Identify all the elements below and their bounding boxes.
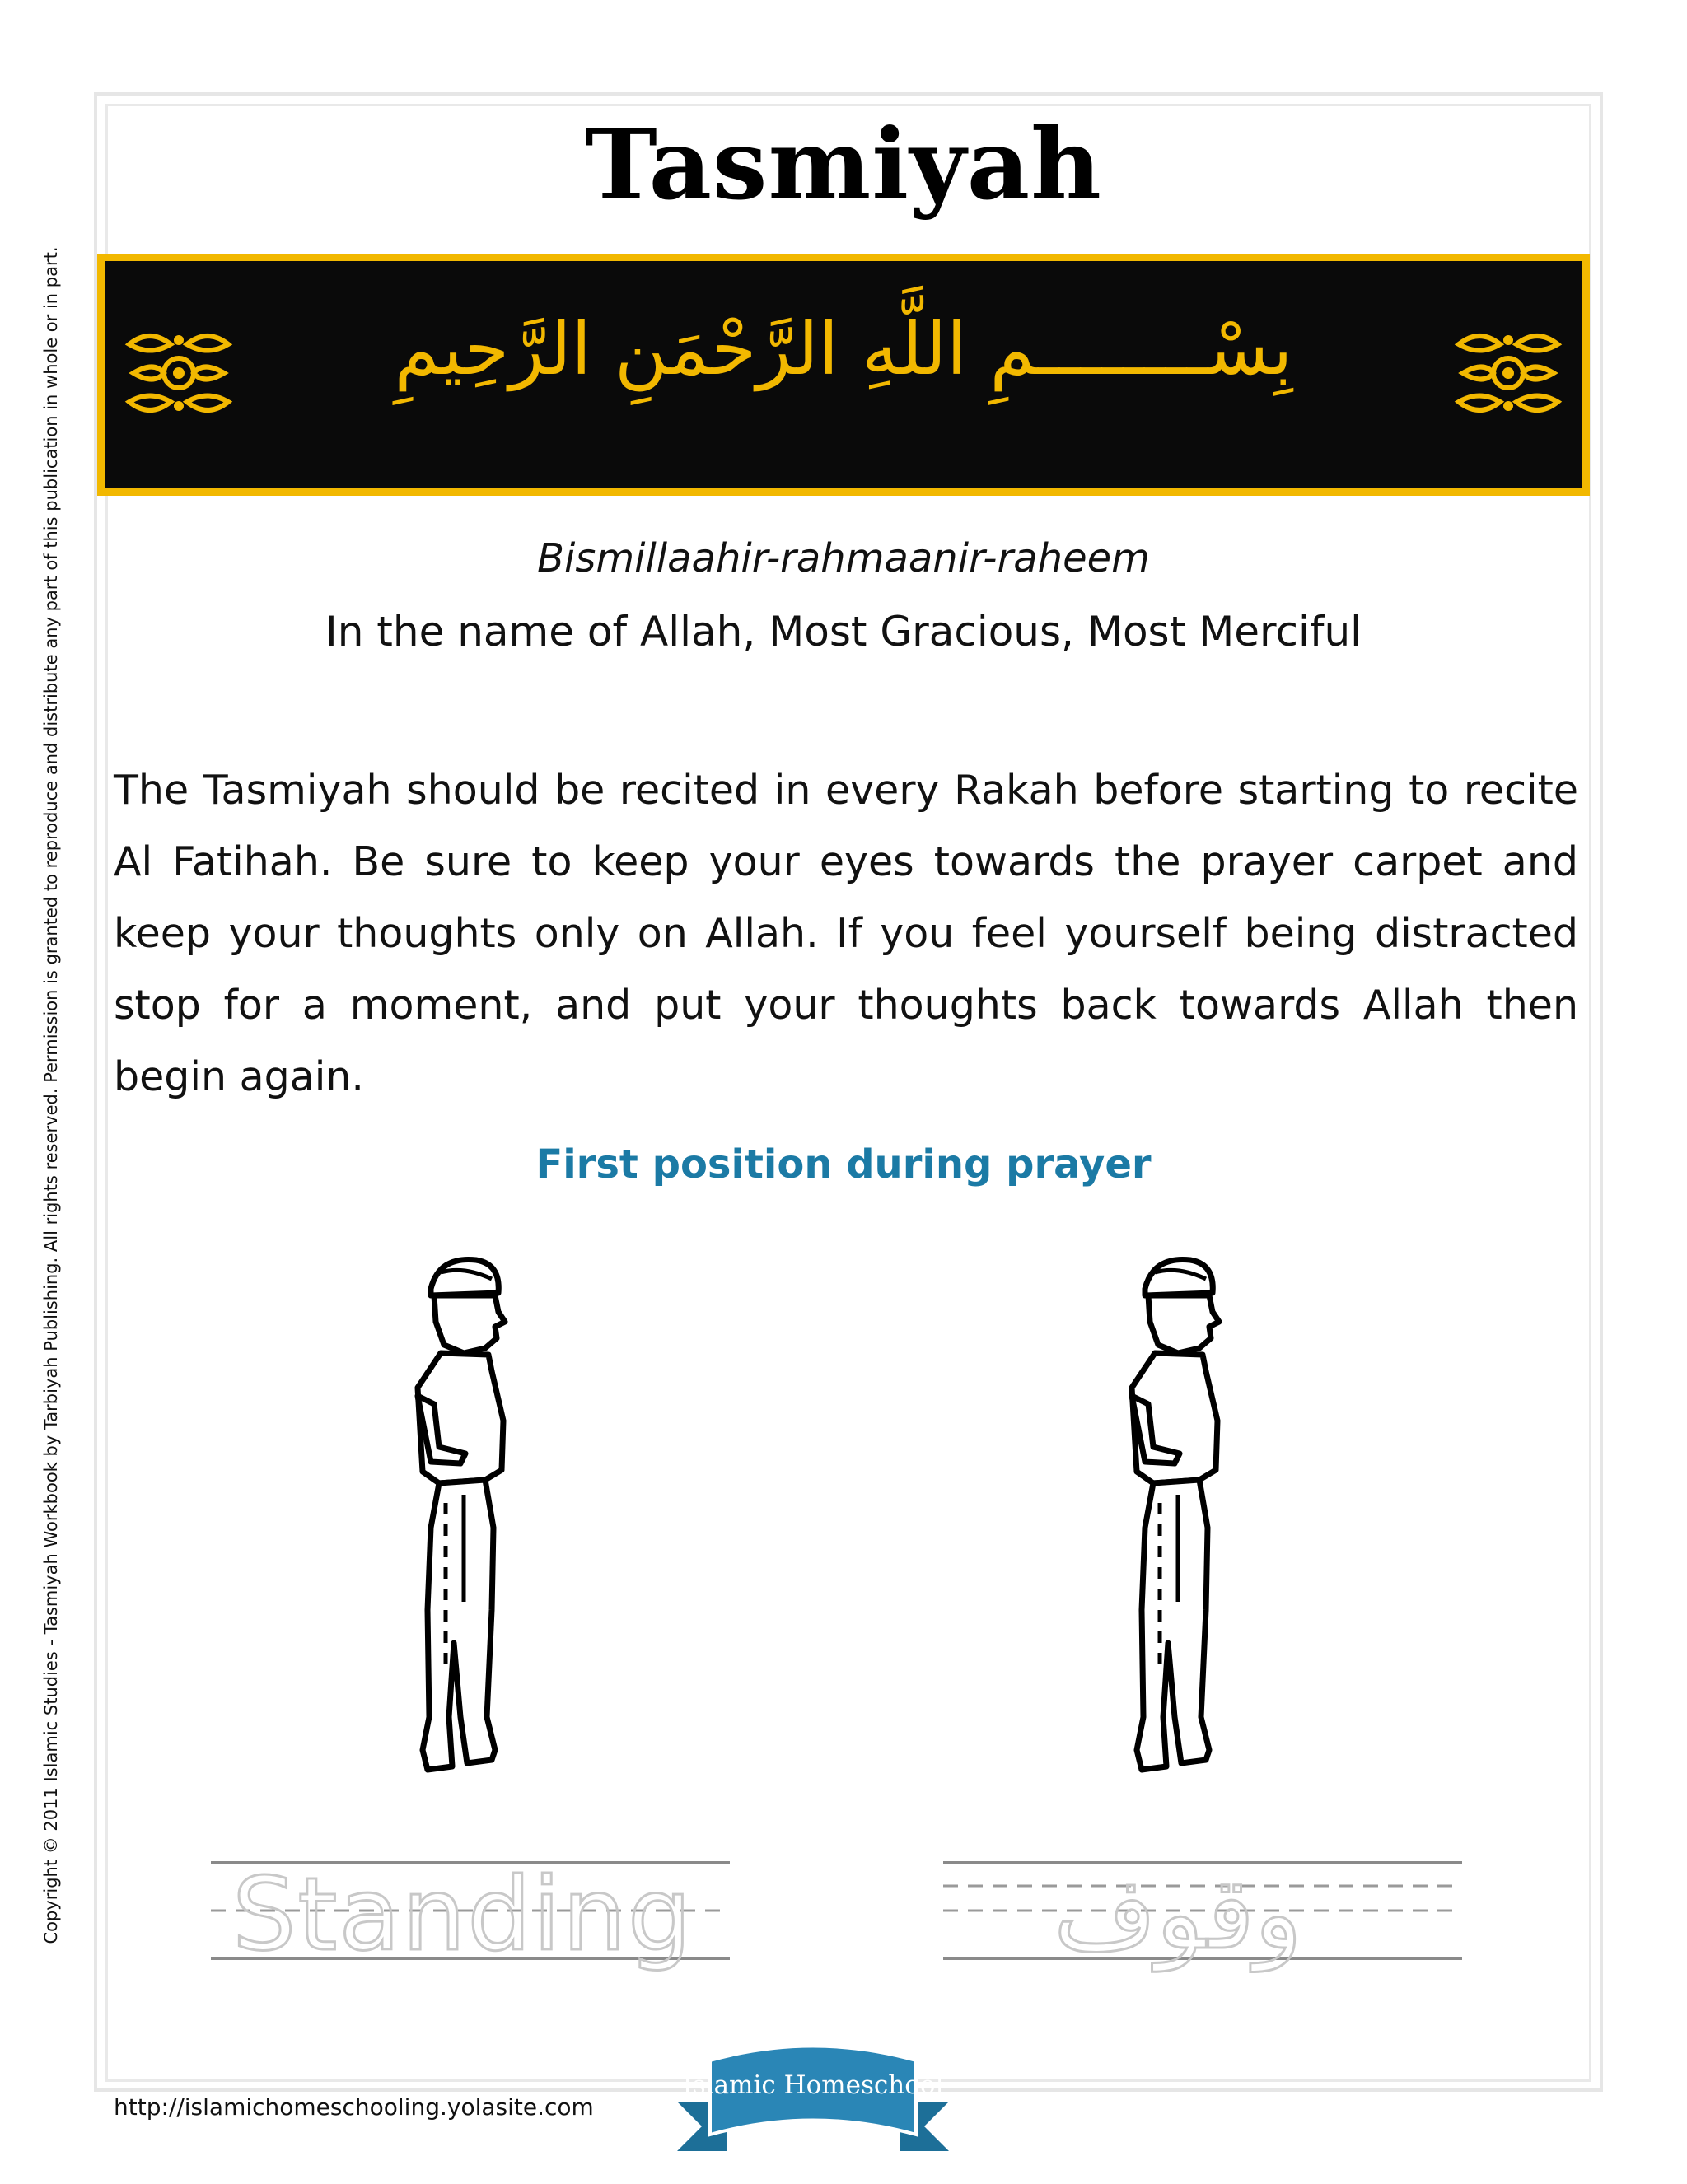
section-heading: First position during prayer <box>535 1141 1152 1188</box>
copyright-notice: Copyright © 2011 Islamic Studies - Tasmiyah Workbook by Tarbiyah Publishing. All rights reserved. Permission is granted to reproduce and distribute any part of this publication in whole or in part. <box>41 246 61 1944</box>
transliteration: Bismillaahir-rahmaanir-raheem <box>537 535 1150 581</box>
gold-ornament-left-icon <box>121 328 236 418</box>
trace-word-standing: Standing <box>232 1856 694 1973</box>
page-title: Tasmiyah <box>585 107 1102 222</box>
tracing-practice-english <box>211 1853 730 1973</box>
website-url: http://islamichomeschooling.yolasite.com <box>114 2093 594 2121</box>
gold-ornament-right-icon <box>1451 328 1566 418</box>
body-paragraph: The Tasmiyah should be recited in every Rakah before starting to recite Al Fatihah. Be sure to keep your eyes towards the prayer carpet and keep your thoughts only on Allah. If you feel yourself being distracted stop for a moment, and put your thoughts back towards Allah then begin again. <box>114 767 1578 1100</box>
standing-figure-right-icon <box>1120 1256 1252 1791</box>
trace-word-wuquf: وقوف <box>1054 1857 1302 1972</box>
ribbon-label: Islamic Homeschool <box>682 2070 944 2100</box>
standing-figure-left-icon <box>406 1256 538 1791</box>
basmala-arabic: بِسْــــــــمِ اللَّهِ الرَّحْمَنِ الرَّحِيمِ <box>394 306 1293 391</box>
translation: In the name of Allah, Most Gracious, Most Merciful <box>325 608 1362 656</box>
tracing-practice-arabic <box>943 1853 1462 1972</box>
basmala-banner <box>97 254 1590 496</box>
islamic-homeschool-ribbon-logo <box>677 2036 949 2184</box>
